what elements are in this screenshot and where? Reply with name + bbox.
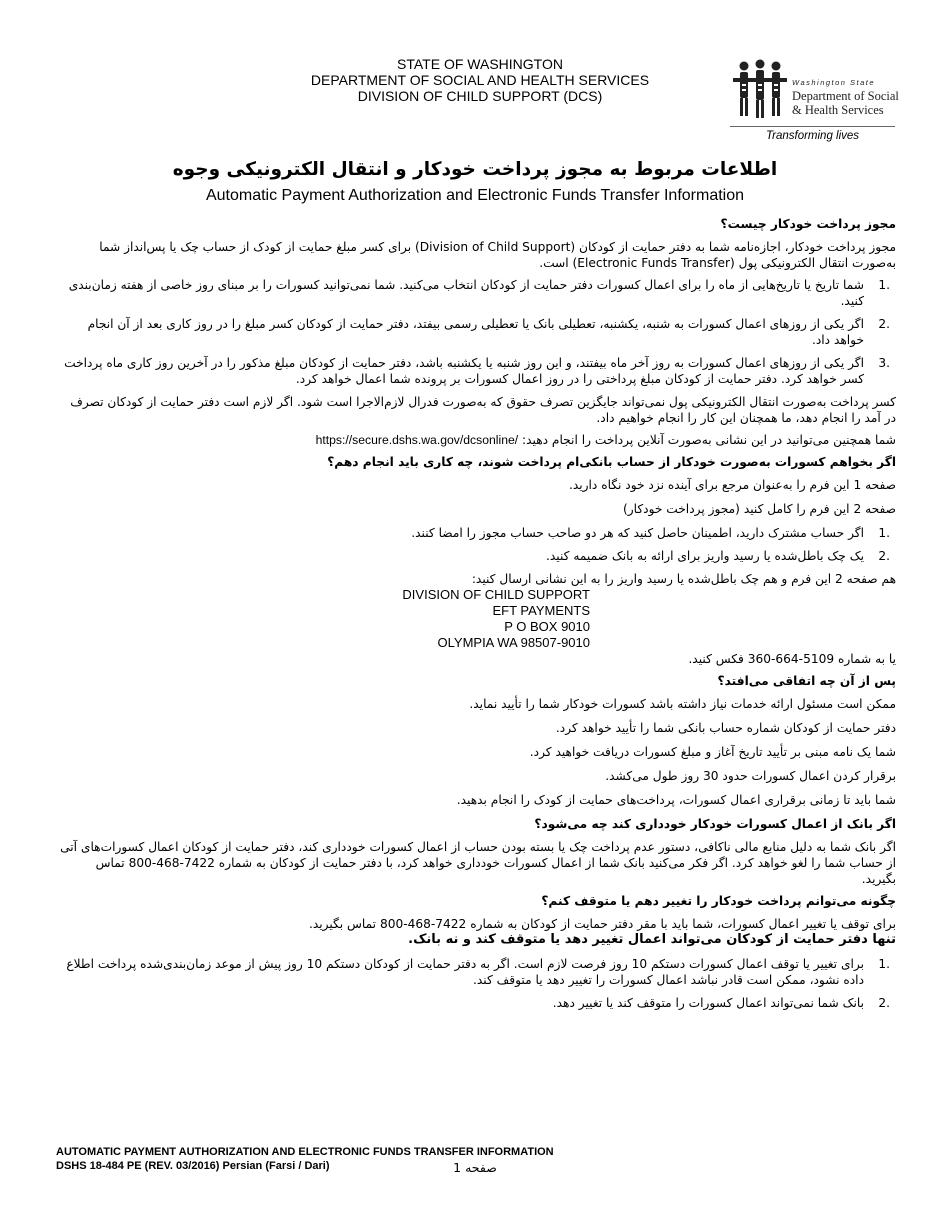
section-heading-what-is: مجوز پرداخت خودکار چیست؟ (720, 217, 896, 231)
title-persian: اطلاعات مربوط به مجوز پرداخت خودکار و انتقال الکترونیکی وجوه (172, 159, 778, 180)
address-line: DIVISION OF CHILD SUPPORT (402, 587, 590, 602)
intro-paragraph: مجوز پرداخت خودکار، اجازه‌نامه شما به دفتر حمایت از کودکان (Division of Child Support) برای کسر مبلغ حمایت از کودک از حساب چک یا پس‌انداز شما به‌صورت انتقال الکترونیکی پول (Electronic Funds Transfer) است. (99, 240, 896, 270)
agency-header (230, 56, 730, 104)
list-item: 3. اگر یکی از روزهای اعمال کسورات به روز آخر ماه بیفتند، و این روز شنبه یا یکشنبه باشد، دفتر حمایت از کودکان مبلغ مذکور را در آخرین روز کاری ماه پرداخت کسر خواهد کرد. دفتر حمایت از کودکان مبلغ پرداختی را در روز اعمال کسورات بر پرونده شما اعمال خواهد کرد. (64, 356, 890, 386)
process-line: برقرار کردن اعمال کسورات حدود 30 روز طول می‌کشد. (605, 769, 896, 783)
document-body (60, 212, 896, 1018)
process-line: دفتر حمایت از کودکان شماره حساب بانکی شما را تأیید خواهد کرد. (555, 721, 896, 735)
footer-form-title: AUTOMATIC PAYMENT AUTHORIZATION AND ELECTRONIC FUNDS TRANSFER INFORMATION (56, 1146, 554, 1158)
online-payment-line: شما همچنین می‌توانید در این نشانی به‌صورت آنلاین پرداخت را انجام دهید: https://secure.dshs.wa.gov/dcsonline/ (315, 433, 896, 447)
change-stop-paragraph: برای توقف یا تغییر اعمال کسورات، شما باید با مقر دفتر حمایت از کودکان به شماره 7422-468-800 تماس بگیرید. (308, 917, 896, 931)
section-heading-bank-refuses: اگر بانک از اعمال کسورات خودکار خودداری کند چه می‌شود؟ (534, 817, 896, 831)
bank-refuses-paragraph: اگر بانک شما به دلیل منابع مالی ناکافی، دستور عدم پرداخت چک یا بسته بودن حساب از اعمال کسورات خودداری کند، دفتر حمایت از کودکان اعمال کسورات‌های آتی از حساب شما را لغو خواهد کرد. اگر فکر می‌کنید بانک شما از اعمال کسورات خودداری خواهد کرد، با دفتر حمایت از کودکان به شماره 7422-468-800 تماس بگیرید. (60, 840, 896, 886)
logo-state-text: Washington State (792, 78, 876, 87)
footer-form-number: DSHS 18-484 PE (REV. 03/2016) Persian (Farsi / Dari) (56, 1160, 330, 1172)
form-footer (56, 1145, 656, 1173)
header-department: DEPARTMENT OF SOCIAL AND HEALTH SERVICES (310, 72, 650, 88)
header-division: DIVISION OF CHILD SUPPORT (DCS) (357, 88, 603, 104)
mailing-address (390, 587, 590, 651)
process-line: شما یک نامه مبنی بر تأیید تاریخ آغاز و مبلغ کسورات دریافت خواهید کرد. (529, 745, 896, 759)
logo-department-text (792, 89, 899, 117)
fax-line: یا به شماره 5109-664-360 فکس کنید. (688, 652, 896, 666)
enroll-list (60, 525, 896, 564)
title-english: Automatic Payment Authorization and Electronic Funds Transfer Information (205, 187, 745, 204)
wage-withholding-paragraph: کسر پرداخت به‌صورت انتقال الکترونیکی پول نمی‌تواند جایگزین تصرف حقوق که به‌صورت فدرال لازم‌الاجرا است شود. اگر لازم است دفتر حمایت از کودکان تصرف در آمد را انجام دهد، ما همچنان این کار را انجام خواهیم داد. (70, 395, 896, 425)
logo-dept-line2: & Health Services (792, 103, 884, 117)
list-item: 2. یک چک باطل‌شده یا رسید واریز برای ارائه به بانک ضمیمه کنید. (546, 549, 890, 563)
logo-tagline: Transforming lives (765, 130, 860, 142)
logo-dept-line1: Department of Social (792, 89, 899, 103)
list-item: 1. اگر حساب مشترک دارید، اطمینان حاصل کنید که هر دو صاحب حساب مجوز را امضا کنند. (411, 526, 890, 540)
section-heading-how-to-enroll: اگر بخواهم کسورات به‌صورت خودکار از حساب بانکی‌ام پرداخت شوند، چه کاری باید انجام دهم؟ (327, 455, 896, 469)
section-heading-what-happens: پس از آن چه اتفاقی می‌افتد؟ (717, 674, 896, 688)
list-item: 2. اگر یکی از روزهای اعمال کسورات به شنبه، یکشنبه، تعطیلی بانک یا تعطیلی رسمی بیفتد، دفتر حمایت از کودکان کسر مبلغ را در روز کاری بعد از آن انجام خواهد داد. (87, 317, 890, 347)
online-payment-link[interactable]: https://secure.dshs.wa.gov/dcsonline/ (315, 433, 519, 447)
address-line: OLYMPIA WA 98507-9010 (437, 635, 590, 650)
only-dcs-notice: تنها دفتر حمایت از کودکان می‌تواند اعمال تغییر دهد یا متوقف کند و نه بانک. (408, 932, 896, 947)
address-line: P O BOX 9010 (504, 619, 590, 634)
process-line: شما باید تا زمانی برقراری اعمال کسورات، پرداخت‌های حمایت از کودک را انجام بدهید. (456, 793, 896, 807)
list-item: 1. شما تاریخ یا تاریخ‌هایی از ماه را برای اعمال کسورات دفتر حمایت از کودکان انتخاب می‌کنید. شما نمی‌توانید کسورات را بر مبنای روز خاصی از هفته زمان‌بندی کنید. (68, 278, 890, 308)
change-list (60, 956, 896, 1011)
instruction-page1: صفحه 1 این فرم را به‌عنوان مرجع برای آینده نزد خود نگاه دارید. (568, 478, 896, 492)
logo-divider (730, 126, 895, 127)
list-item: 2. بانک شما نمی‌تواند اعمال کسورات را متوقف کند یا تغییر دهد. (552, 996, 890, 1010)
send-instruction: هم صفحه 2 این فرم و هم چک باطل‌شده یا رسید واریز را به این نشانی ارسال کنید: (471, 572, 896, 586)
page-number: صفحه 1 (453, 1160, 497, 1175)
header-state: STATE OF WASHINGTON (397, 56, 563, 72)
list-item: 1. برای تغییر یا توقف اعمال کسورات دستکم 10 روز فرصت لازم است. اگر به دفتر حمایت از کودکان دستکم 10 روز پیش از موعد زمان‌بندی‌شده پرداخت اطلاع داده نشود، ممکن است قادر نباشد اعمال کسورات را تغییر دهد یا متوقف کند. (66, 957, 890, 987)
address-line: EFT PAYMENTS (492, 603, 590, 618)
people-figures-icon (730, 58, 790, 120)
section-heading-change-stop: چگونه می‌توانم پرداخت خودکار را تغییر دهم یا متوقف کنم؟ (541, 894, 896, 908)
schedule-list (60, 277, 896, 387)
instruction-page2: صفحه 2 این فرم را کامل کنید (مجوز پرداخت خودکار) (623, 502, 896, 516)
process-line: ممکن است مسئول ارائه خدمات نیاز داشته باشد کسورات خودکار شما را تأیید نماید. (469, 697, 896, 711)
